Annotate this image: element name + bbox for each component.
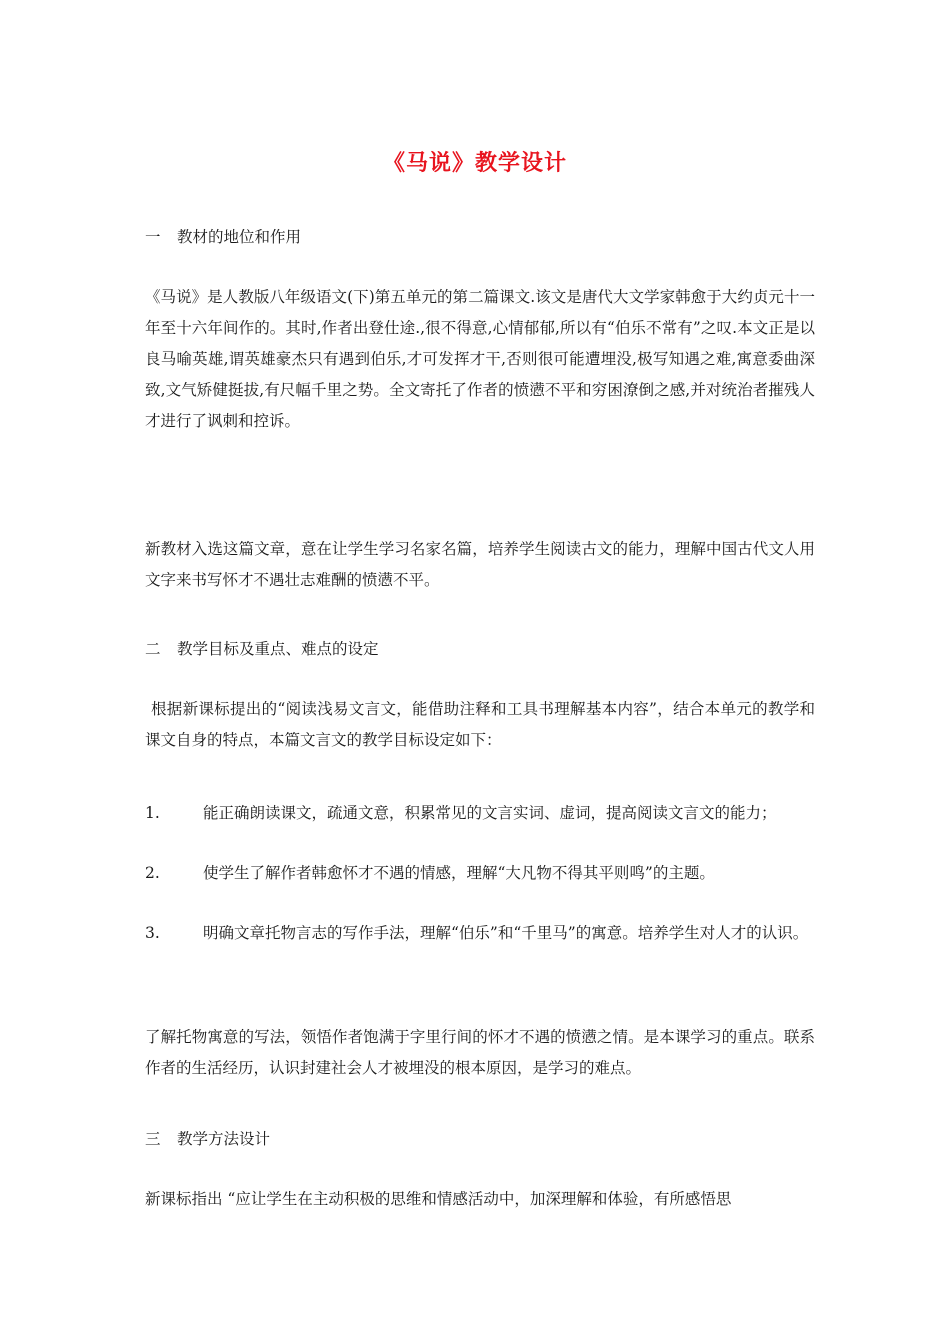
goal-item-1-text: 能正确朗读课文，疏通文意，积累常见的文言实词、虚词，提高阅读文言文的能力； (203, 804, 777, 822)
goal-item-3-number: 3. (145, 924, 160, 942)
goal-item-2-number: 2. (145, 864, 160, 882)
section-2-intro: 根据新课标提出的“阅读浅易文言文，能借助注释和工具书理解基本内容”，结合本单元的教学和课文自身的特点，本篇文言文的教学目标设定如下： (145, 700, 815, 749)
section-1-heading (145, 222, 815, 253)
section-2-title: 教学目标及重点、难点的设定 (177, 640, 379, 658)
goal-item-2 (145, 858, 815, 889)
section-2-summary: 了解托物寓意的写法，领悟作者饱满于字里行间的怀才不遇的愤懑之情。是本课学习的重点。联系作者的生活经历，认识封建社会人才被埋没的根本原因，是学习的难点。 (145, 1028, 815, 1077)
section-1-paragraph-2: 新教材入选这篇文章，意在让学生学习名家名篇，培养学生阅读古文的能力，理解中国古代文人用文字来书写怀才不遇壮志难酬的愤懑不平。 (145, 540, 815, 589)
section-3-heading (145, 1124, 815, 1155)
document-title: 《马说》教学设计 (382, 151, 567, 176)
goal-item-3 (145, 918, 815, 949)
goal-item-2-text: 使学生了解作者韩愈怀才不遇的情感，理解“大凡物不得其平则鸣”的主题。 (203, 864, 715, 882)
section-3-number: 三 (145, 1130, 161, 1148)
goal-item-1-number: 1. (145, 804, 160, 822)
section-2-number: 二 (145, 640, 161, 658)
goal-item-1 (145, 798, 815, 829)
section-2-heading (145, 634, 815, 665)
section-3-title: 教学方法设计 (177, 1130, 271, 1148)
section-3-paragraph-1: 新课标指出 “应让学生在主动积极的思维和情感活动中，加深理解和体验，有所感悟思 (145, 1190, 732, 1208)
goal-item-3-text: 明确文章托物言志的写作手法，理解“伯乐”和“千里马”的寓意。培养学生对人才的认识。 (203, 924, 809, 942)
section-1-paragraph-1: 《马说》是人教版八年级语文(下)第五单元的第二篇课文.该文是唐代大文学家韩愈于大约贞元十一年至十六年间作的。其时,作者出登仕途.,很不得意,心情郁郁,所以有“伯乐不常有”之叹.本文正是以良马喻英雄,谓英雄豪杰只有遇到伯乐,才可发挥才干,否则很可能遭埋没,极写知遇之难,寓意委曲深致,文气矫健挺拔,有尺幅千里之势。全文寄托了作者的愤懑不平和穷困潦倒之感,并对统治者摧残人才进行了讽刺和控诉。 (145, 288, 815, 430)
section-1-number: 一 (145, 228, 161, 246)
section-1-title: 教材的地位和作用 (177, 228, 302, 246)
